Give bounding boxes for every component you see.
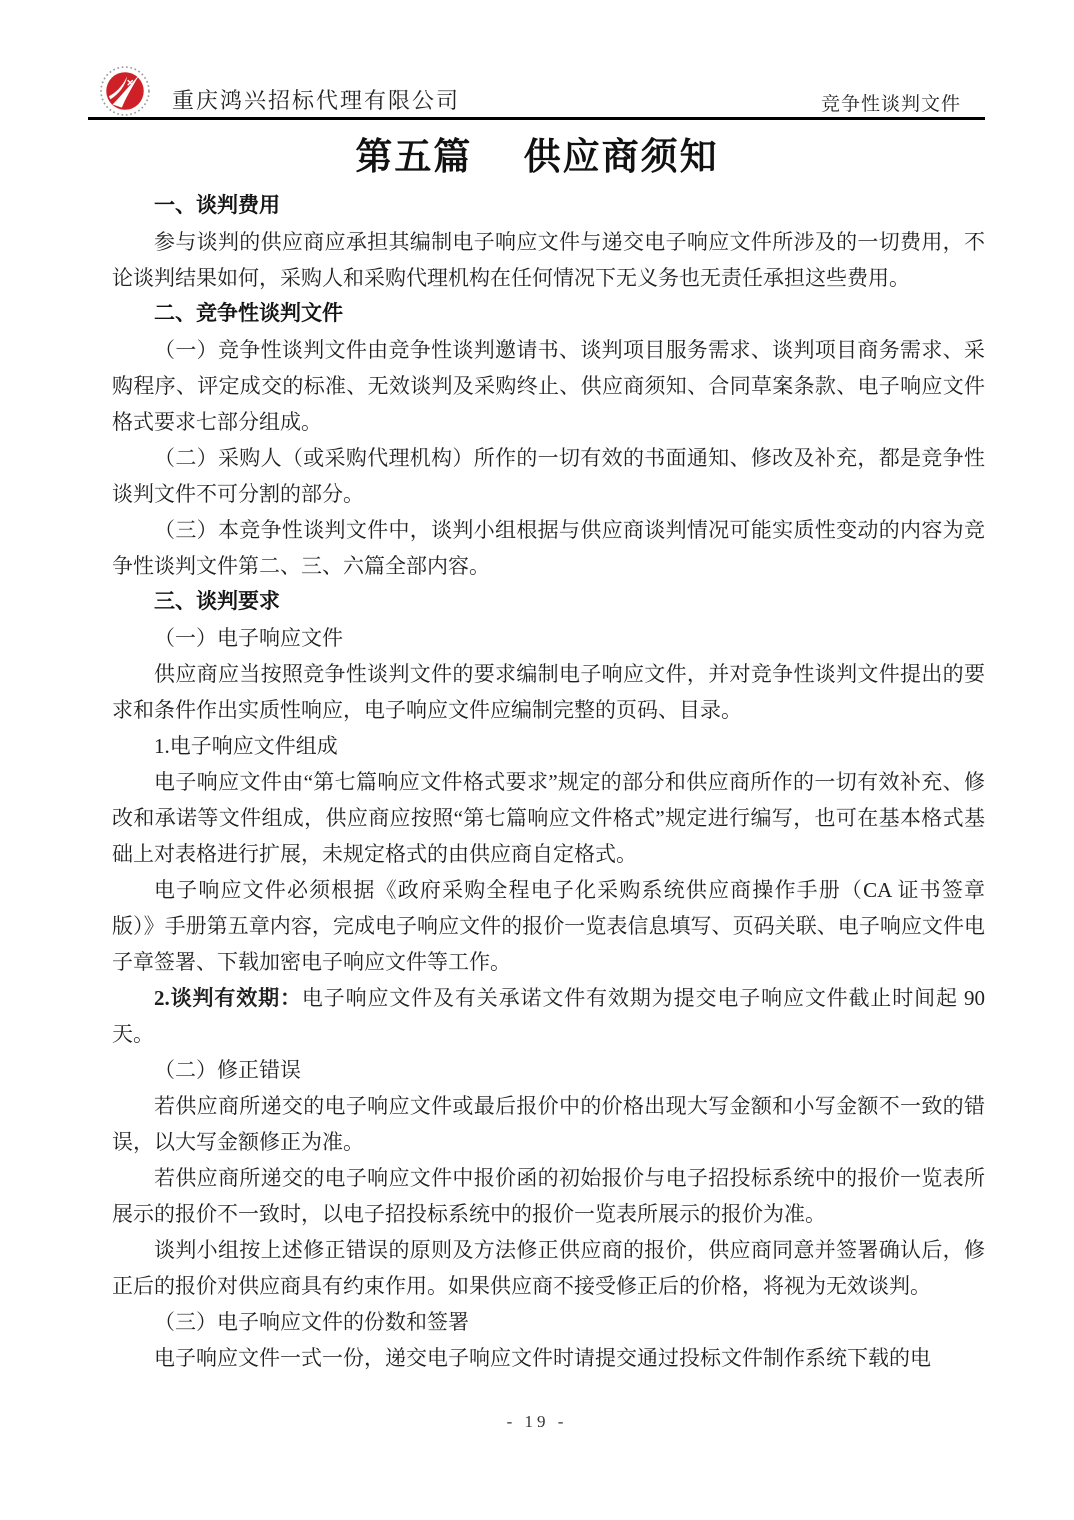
document-type-label: 竞争性谈判文件 <box>820 94 961 115</box>
document-body <box>112 188 985 1376</box>
company-name: 重庆鸿兴招标代理有限公司 <box>172 88 461 113</box>
paragraph: 电子响应文件必须根据《政府采购全程电子化采购系统供应商操作手册（CA 证书签章版）》手册第五章内容，完成电子响应文件的报价一览表信息填写、页码关联、电子响应文件电子章签署、下载加密电子响应文件等工作。 <box>112 878 985 974</box>
section-heading: 二、竞争性谈判文件 <box>154 302 343 325</box>
paragraph: 谈判小组按上述修正错误的原则及方法修正供应商的报价，供应商同意并签署确认后，修正后的报价对供应商具有约束作用。如果供应商不接受修正后的价格，将视为无效谈判。 <box>112 1238 985 1298</box>
paragraph: 若供应商所递交的电子响应文件或最后报价中的价格出现大写金额和小写金额不一致的错误，以大写金额修正为准。 <box>112 1094 985 1154</box>
paragraph: （一）电子响应文件 <box>154 626 343 650</box>
paragraph: 参与谈判的供应商应承担其编制电子响应文件与递交电子响应文件所涉及的一切费用，不论谈判结果如何，采购人和采购代理机构在任何情况下无义务也无责任承担这些费用。 <box>112 230 985 290</box>
page-number: - 19 - <box>506 1412 568 1431</box>
company-seal-icon <box>100 66 150 116</box>
paragraph: （二）采购人（或采购代理机构）所作的一切有效的书面通知、修改及补充，都是竞争性谈判文件不可分割的部分。 <box>112 446 985 506</box>
paragraph: （三）电子响应文件的份数和签署 <box>154 1310 469 1334</box>
paragraph: 电子响应文件由“第七篇响应文件格式要求”规定的部分和供应商所作的一切有效补充、修改和承诺等文件组成，供应商应按照“第七篇响应文件格式”规定进行编写，也可在基本格式基础上对表格进行扩展，未规定格式的由供应商自定格式。 <box>112 770 985 866</box>
page-header <box>88 62 985 120</box>
page-title: 第五篇 供应商须知 <box>355 136 719 177</box>
paragraph: 供应商应当按照竞争性谈判文件的要求编制电子响应文件，并对竞争性谈判文件提出的要求和条件作出实质性响应，电子响应文件应编制完整的页码、目录。 <box>112 662 985 722</box>
paragraph: 1.电子响应文件组成 <box>154 734 338 758</box>
paragraph: 若供应商所递交的电子响应文件中报价函的初始报价与电子招投标系统中的报价一览表所展示的报价不一致时，以电子招投标系统中的报价一览表所展示的报价为准。 <box>112 1166 985 1226</box>
paragraph: （二）修正错误 <box>154 1058 301 1082</box>
section-heading: 一、谈判费用 <box>154 194 280 217</box>
paragraph: 2.谈判有效期：电子响应文件及有关承诺文件有效期为提交电子响应文件截止时间起 90 天。 <box>112 986 986 1046</box>
section-heading: 三、谈判要求 <box>154 590 280 613</box>
paragraph: （三）本竞争性谈判文件中，谈判小组根据与供应商谈判情况可能实质性变动的内容为竞争性谈判文件第二、三、六篇全部内容。 <box>112 518 985 578</box>
paragraph: （一）竞争性谈判文件由竞争性谈判邀请书、谈判项目服务需求、谈判项目商务需求、采购程序、评定成交的标准、无效谈判及采购终止、供应商须知、合同草案条款、电子响应文件格式要求七部分组成。 <box>112 338 985 434</box>
paragraph: 电子响应文件一式一份，递交电子响应文件时请提交通过投标文件制作系统下载的电 <box>154 1346 931 1370</box>
